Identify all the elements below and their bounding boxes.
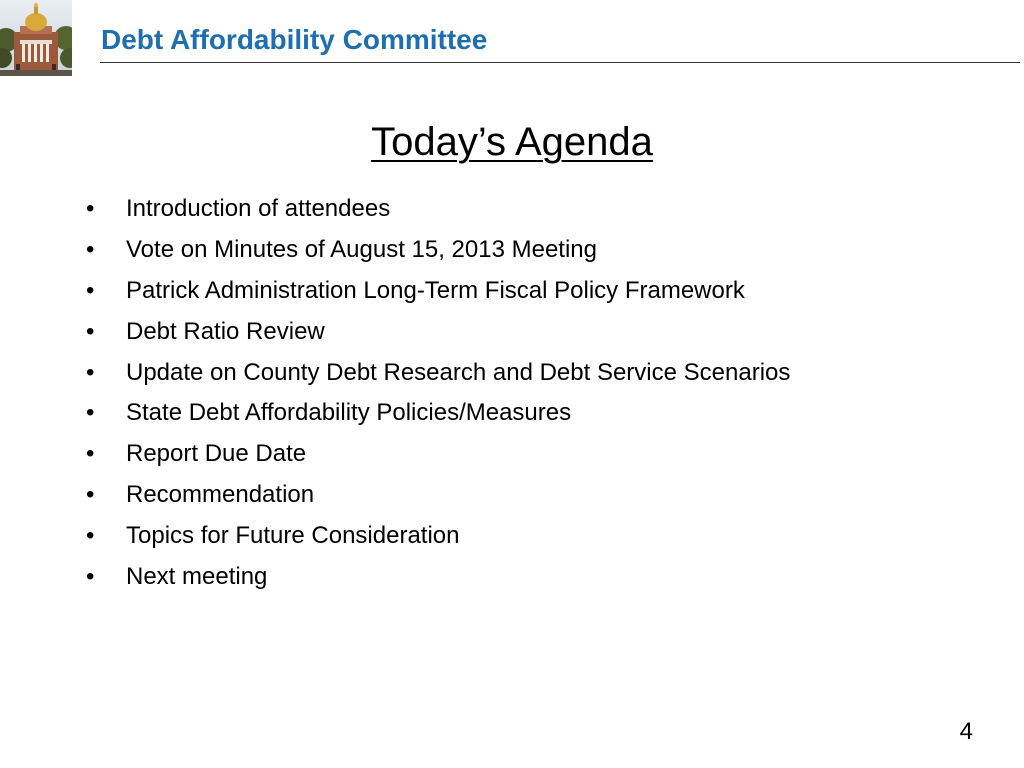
slide-title-text: Today’s Agenda — [371, 120, 653, 164]
slide-title — [0, 120, 1024, 165]
page-number: 4 — [959, 718, 973, 745]
bullet: • — [86, 440, 95, 468]
state-house-photo — [0, 0, 72, 76]
bullet: • — [86, 235, 95, 263]
agenda-item-text: Patrick Administration Long-Term Fiscal Policy Framework — [126, 276, 745, 304]
agenda-item-text: Debt Ratio Review — [126, 317, 325, 345]
agenda-item-text: State Debt Affordability Policies/Measures — [126, 399, 572, 427]
list-item — [86, 318, 790, 359]
bullet: • — [86, 317, 95, 345]
agenda-item-text: Next meeting — [126, 563, 268, 591]
bullet: • — [86, 276, 95, 304]
list-item — [86, 399, 790, 440]
agenda-item-text: Topics for Future Consideration — [126, 522, 460, 550]
header-title: Debt Affordability Committee — [101, 24, 488, 55]
list-item — [86, 563, 790, 604]
agenda-item-text: Report Due Date — [126, 440, 307, 468]
list-item — [86, 481, 790, 522]
bullet: • — [86, 358, 95, 386]
list-item — [86, 236, 790, 277]
header-divider — [100, 62, 1020, 63]
list-item — [86, 277, 790, 318]
agenda-list — [86, 195, 790, 604]
list-item — [86, 195, 790, 236]
bullet: • — [86, 195, 95, 222]
bullet: • — [86, 522, 95, 550]
list-item — [86, 522, 790, 563]
bullet: • — [86, 399, 95, 427]
agenda-item-text: Update on County Debt Research and Debt Service Scenarios — [126, 358, 791, 386]
agenda-item-text: Vote on Minutes of August 15, 2013 Meeting — [126, 235, 597, 263]
agenda-item-text: Introduction of attendees — [126, 195, 391, 222]
list-item — [86, 359, 790, 400]
bullet: • — [86, 563, 95, 591]
bullet: • — [86, 481, 95, 509]
agenda-item-text: Recommendation — [126, 481, 315, 509]
list-item — [86, 440, 790, 481]
